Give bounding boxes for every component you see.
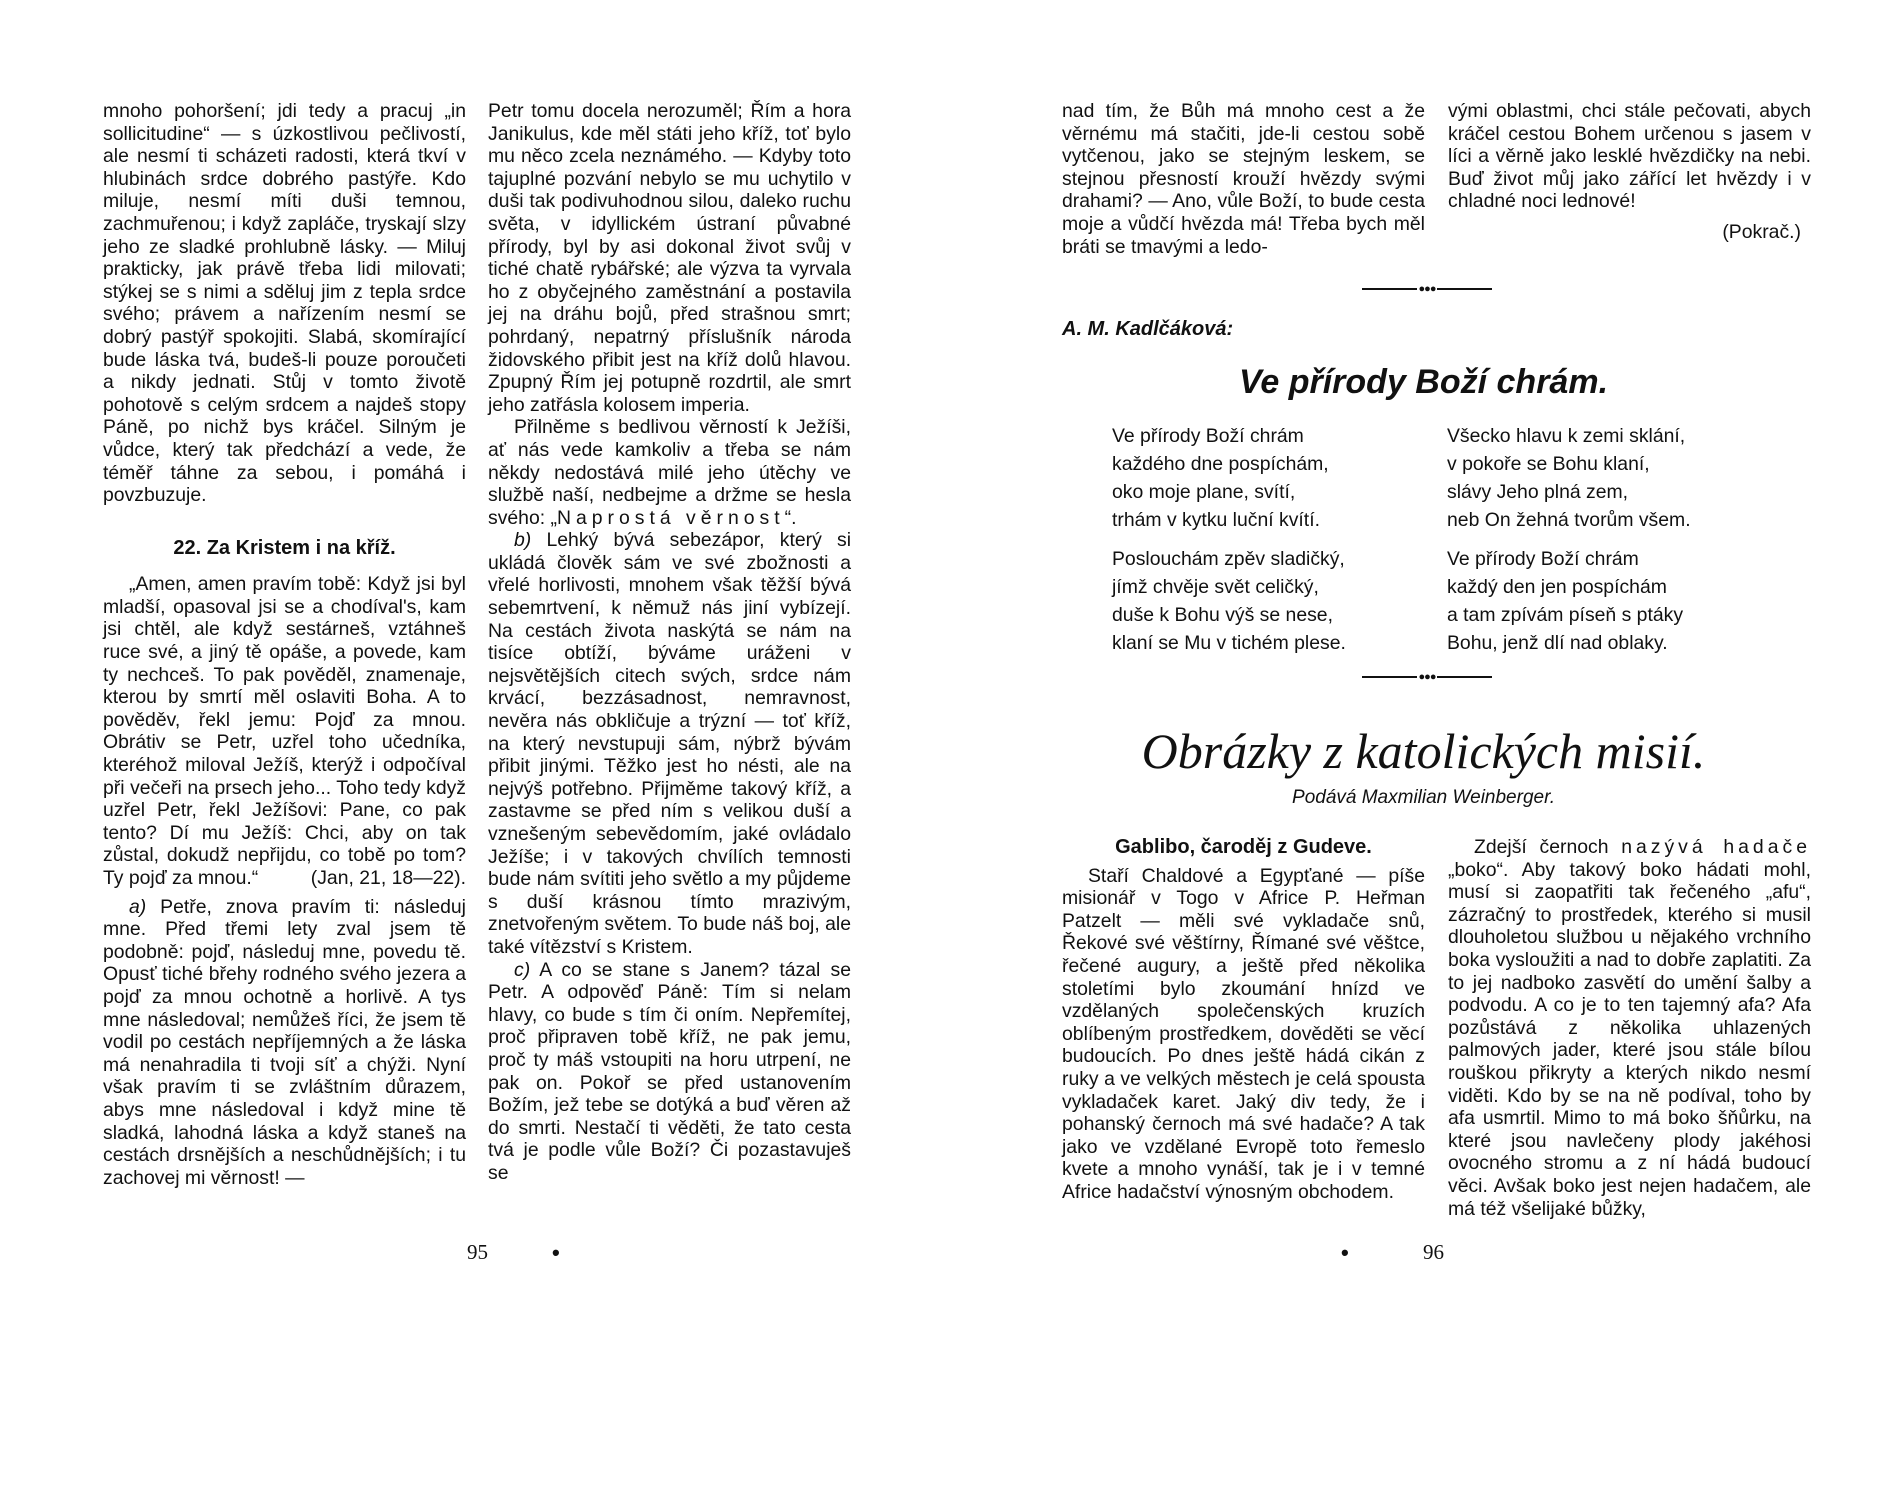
bible-reference: (Jan, 21, 18—22). xyxy=(310,867,466,889)
poem-line: klaní se Mu v tichém plese. xyxy=(1112,632,1346,654)
paragraph: mnoho pohoršení; jdi tedy a pracuj „in sollicitudine“ — s úzkostlivou pečlivostí, ale nesmí ti scházeti radosti, která tkví v hlubinách srdce dobrého pastýře. Kdo miluje, nesmí míti duši temnou, zachmuřenou; i když zapláče, tryskají slzy jeho ze sladké prohlubně lásky. — Miluj prakticky, jak právě třeba lidi milovati; stýkej se s nimi a sděluj jim z tepla srdce svého; právem a nařízením nesmí se dobrý pastýř spokojiti. Slabá, skomírající bude láska tvá, budeš-li pouze poroučeti a nikdy jednati. Stůj v tomto životě pohotově s celým srdcem a najdeš stopy Páně, po nichž bys kráčel. Silným je vůdce, který tak předchází a vede, že téměř táhne za sebou, i pomáhá i povzbuzuje. xyxy=(103,100,466,507)
spaced-text: nazývá hadače xyxy=(1621,836,1811,858)
paragraph: Staří Chaldové a Egypťané — píše misionář v Togo v Africe P. Heřman Patzelt — měli své vykladače snů, Řekové své věštírny, Římané své věštce, řečené augury, a ještě před několika stoletími bylo zkoumání hnízd ve vzdělaných společenských kruzích oblíbeným prostředkem, dověděti se věcí budoucích. Po dnes ještě hádá cikán z ruky a ve velkých městech je celá spousta vykladaček karet. Jaký div tedy, že i pohanský černoch má své hadače? A tak jako ve vzdělané Evropě toto řemeslo kvete a mnoho vynáší, tak je i v temné Africe hadačství výnosným obchodem. xyxy=(1062,864,1425,1203)
poem-line: neb On žehná tvorům všem. xyxy=(1447,509,1691,531)
article-column-1 xyxy=(1062,836,1425,1204)
poem-line: duše k Bohu výš se nese, xyxy=(1112,604,1333,626)
paragraph-text: Lehký bývá sebezápor, který si ukládá člověk sám ve své zbožnosti a vřelé horlivosti, mnohem však těžší bývá sebemrtvení, k němuž nás jiní vybízejí. Na cestách života naskýtá se nám na tisíce obtíží, býváme uráženi v nejsvětějších citech svých, srdce nám krvácí, bezzásadnost, nemravnost, nevěra nás obkličuje a trýzní — toť kříž, na který nevstupuji sám, nýbrž bývám přibit jinými. Těžko jest ho nésti, ale na nejvýš potřebno. Přijměme takový kříž, a zastavme se před ním s velikou duší a vznešeným sebevědomím, jaké ovládalo Ježíše; i v takových chvílích temnosti bude nám svítiti jeho světlo a my půjdeme s duší krásnou tímto mrazivým, znetvořeným světem. To bude náš boj, ale také vítězství s Kristem. xyxy=(488,529,851,958)
paragraph xyxy=(103,573,466,889)
poem-stanza xyxy=(1447,545,1767,657)
page-bullet: • xyxy=(552,1240,560,1265)
poem-stanza xyxy=(1112,545,1432,657)
page-bullet: • xyxy=(1341,1240,1349,1265)
paragraph xyxy=(488,959,851,1185)
paragraph: vými oblastmi, chci stále pečovati, abych kráčel cestou Bohem určenou s jasem v líci a věrně jako lesklé hvězdičky na nebi. Buď život můj jako zářící let hvězdy i v chladné noci lednové! xyxy=(1448,100,1811,213)
poem-stanza xyxy=(1447,422,1767,534)
poem-line: Všecko hlavu k zemi sklání, xyxy=(1447,425,1686,447)
paragraph-text: Zdejší černoch xyxy=(1474,836,1622,858)
page-number: 96 xyxy=(1423,1240,1444,1264)
paragraph-text: “. xyxy=(784,506,797,529)
divider-line xyxy=(1437,288,1492,290)
poem-line: jímž chvěje svět celičký, xyxy=(1112,576,1319,598)
divider-line xyxy=(1362,288,1417,290)
item-marker: a) xyxy=(129,895,147,918)
divider-ornament-icon: ●●● xyxy=(1418,671,1436,683)
paragraph-text: Přilněme s bedlivou věrností k Ježíši, ať nás vede kamkoliv a třeba se nám někdy nedostává milé jeho útěchy ve službě naší, nedbejme a držme se hesla svého: „ xyxy=(488,416,851,529)
poem-line: slávy Jeho plná zem, xyxy=(1447,481,1629,503)
paragraph xyxy=(488,529,851,958)
paragraph xyxy=(103,896,466,1190)
paragraph: Petr tomu docela nerozuměl; Řím a hora Janikulus, kde měl státi jeho kříž, toť bylo mu něco zcela neznámého. — Kdyby toto tajuplné pozvání nebylo se mu uchytilo v duši tak podivuhodnou silou, daleko ruchu světa, v idyllickém ústraní půvabné přírody, byl by asi dokonal život svůj v tiché chatě rybářské; ale výzva ta vyrvala ho z obyčejného zaměstnání a postavila jej na dráhu bojů, před strašnou smrt; pohrdaný, nepatrný příslušník národa židovského přibit jest na kříž dolů hlavou. Zpupný Řím jej potupně rozdrtil, ale smrt jeho zatřásla kolosem imperia. xyxy=(488,100,851,416)
poem-right-column xyxy=(1447,422,1767,668)
article-byline: Podává Maxmilian Weinberger. xyxy=(1292,787,1555,808)
right-page-column-2 xyxy=(1448,100,1811,244)
left-page-column-1 xyxy=(103,100,466,1189)
paragraph-text: „boko“. Aby takový boko hádati mohl, musí si zaopatřiti tak řečeného „afu“, zázračný to prostředek, kterého si musil dlouholetou službou u nějakého vrchního boka vysloužiti a nad to dobře zaplatiti. Za to jej nadboko zasvětí do umění šalby a podvodu. A co je to ten tajemný afa? Afa pozůstává z několika uhlazených palmových jader, které jsou stále bílou rouškou přikryty a kterých nikdo nesmí viděti. Kdo by se na ně podíval, toho by afa usmrtil. Mimo to má boko šňůrku, na které jsou navlečeny plody jakéhosi ovocného stromu a z ní hádá budoucí věci. Avšak boko jest nejen hadačem, ale má též všelijaké bůžky, xyxy=(1448,858,1811,1220)
poem-title: Ve přírody Boží chrám. xyxy=(1238,363,1609,401)
right-page-column-1 xyxy=(1062,100,1425,258)
paragraph xyxy=(488,416,851,529)
divider-line xyxy=(1362,676,1417,678)
poem-line: Ve přírody Boží chrám xyxy=(1112,425,1304,447)
left-page-column-2 xyxy=(488,100,851,1185)
poem-line: každého dne pospíchám, xyxy=(1112,453,1329,475)
poem-author: A. M. Kadlčáková: xyxy=(1062,318,1234,340)
section-heading: 22. Za Kristem i na kříž. xyxy=(173,536,396,559)
page-number: 95 xyxy=(467,1240,488,1264)
ornamental-divider xyxy=(1362,282,1492,296)
paragraph xyxy=(1448,836,1811,1220)
item-marker: c) xyxy=(514,958,531,981)
poem-line: Poslouchám zpěv sladičký, xyxy=(1112,548,1345,570)
poem-stanza xyxy=(1112,422,1432,534)
right-page xyxy=(949,0,1898,1500)
poem-line: a tam zpívám píseň s ptáky xyxy=(1447,604,1684,626)
poem-line: oko moje plane, svítí, xyxy=(1112,481,1296,503)
poem-line: každý den jen pospíchám xyxy=(1447,576,1667,598)
poem-line: Bohu, jenž dlí nad oblaky. xyxy=(1447,632,1668,654)
ornamental-divider xyxy=(1362,670,1492,684)
quote-text: „Amen, amen pravím tobě: Když jsi byl mladší, opasoval jsi se a chodíval's, kam jsi chtěl, ale když sestárneš, vztáhneš ruce své, a jiný tě opáše, a povede, kam ty nechceš. To pak pověděl, znamenaje, kterou by smrtí měl oslaviti Boha. A to pověděv, řekl jemu: Pojď za mnou. Obrátiv se Petr, uzřel toho učedníka, kteréhož miloval Ježíš, kterýž i odpočíval při večeři na prsech jeho... Toho tedy když uzřel Petr, řekl Ježíšovi: Pane, co pak tento? Dí mu Ježíš: Chci, aby on tak zůstal, dokudž nepřijdu, co tobě po tom? Ty pojď za mnou.“ xyxy=(103,573,466,889)
poem-line: Ve přírody Boží chrám xyxy=(1447,548,1639,570)
poem-line: trhám v kytku luční kvítí. xyxy=(1112,509,1320,531)
paragraph-text: A co se stane s Janem? tázal se Petr. A odpověď Páně: Tím si nelam hlavy, co bude s tím či oním. Nepřemítej, proč připraven tobě kříž, ne pak jemu, proč ty máš vstoupiti na horu utrpení, ne pak on. Pokoř se před ustanovením Božím, jež tebe se dotýká a buď věren až do smrti. Nestačí ti věděti, že tato cesta tvá je podle vůle Boží? Či pozastavuješ se xyxy=(488,958,851,1184)
poem-line: v pokoře se Bohu klaní, xyxy=(1447,453,1650,475)
article-title: Obrázky z katolických misií. xyxy=(1141,723,1706,779)
divider-ornament-icon: ●●● xyxy=(1418,283,1436,295)
divider-line xyxy=(1437,676,1492,678)
continuation-note: (Pokrač.) xyxy=(1722,220,1801,243)
paragraph: nad tím, že Bůh má mnoho cest a že věrnému má stačiti, jde-li cestou sobě vytčenou, jako se stejným leskem, se stejnou přesností krouží hvězdy svými drahami? — Ano, vůle Boží, to bude cesta moje a vůdčí hvězda má! Třeba bych měl bráti se tmavými a ledo- xyxy=(1062,100,1425,258)
spaced-motto: Naprostá věrnost xyxy=(556,506,785,529)
article-subheading: Gablibo, čaroděj z Gudeve. xyxy=(1115,836,1372,858)
paragraph-text: Petře, znova pravím ti: následuj mne. Před třemi lety zval jsem tě podobně: pojď, následuj mne, povedu tě. Opusť tiché břehy rodného svého jezera a pojď za mnou ochotně a horlivě. A tys mne následoval; nemůžeš říci, že jsem tě vodil po cestách nepříjemných a že láska má nenahradila ti tvoji síť a chýži. Nyní však pravím ti se zvláštním důrazem, abys mne následoval i když mine tě sladká, lahodná láska a když staneš na cestách drsnějších a neschůdnějších; i tu zachovej mi věrnost! — xyxy=(103,895,466,1189)
poem-left-column xyxy=(1112,422,1432,668)
item-marker: b) xyxy=(514,529,532,552)
article-column-2 xyxy=(1448,836,1811,1220)
